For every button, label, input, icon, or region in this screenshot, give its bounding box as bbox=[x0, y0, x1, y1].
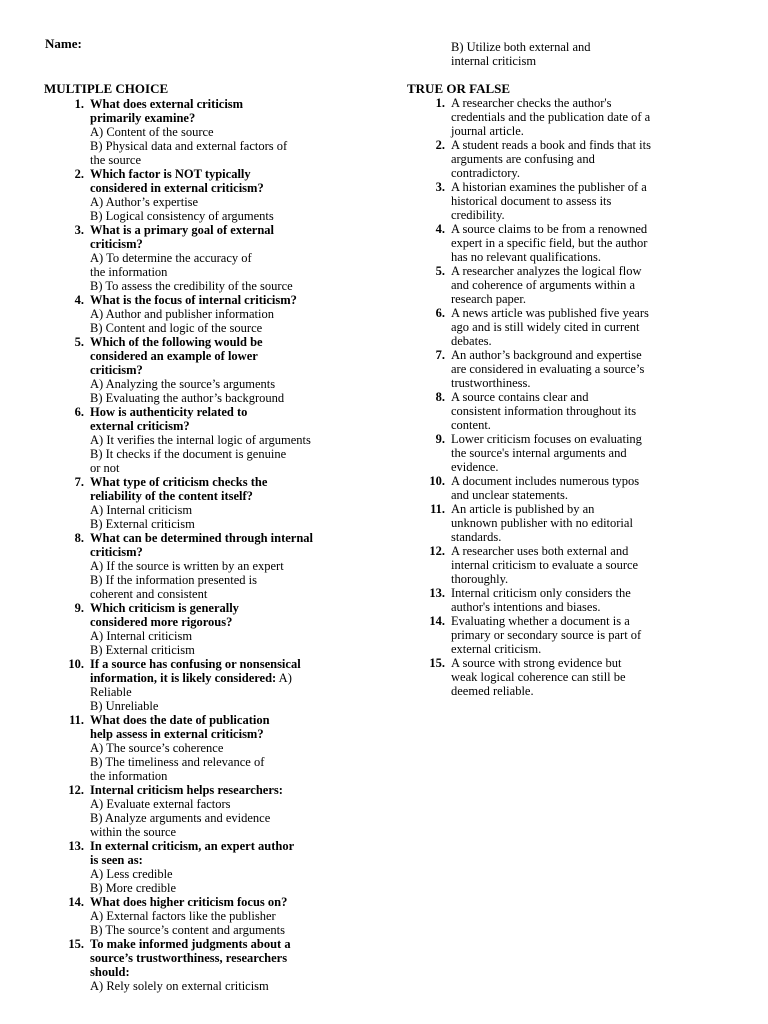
answer-option: B) Analyze arguments and evidence bbox=[90, 811, 271, 825]
tf-statement bbox=[405, 390, 651, 432]
answer-option: A) It verifies the internal logic of arguments bbox=[90, 433, 311, 447]
statement-text: primary or secondary source is part of bbox=[451, 628, 642, 642]
true-false-list bbox=[405, 96, 651, 698]
statement-text: external criticism. bbox=[451, 642, 542, 656]
statement-text: credibility. bbox=[451, 208, 505, 222]
question-stem bbox=[90, 419, 313, 433]
question-stem bbox=[90, 895, 313, 909]
statement-number: 9. bbox=[435, 432, 445, 446]
tf-statement bbox=[405, 544, 651, 586]
question-stem-text: How is authenticity related to bbox=[90, 405, 248, 419]
answer-option: A) Less credible bbox=[90, 867, 173, 881]
question-stem-text: criticism? bbox=[90, 545, 143, 559]
question-stem bbox=[90, 839, 313, 853]
question-stem-text: What is the focus of internal criticism? bbox=[90, 293, 297, 307]
statement-number: 11. bbox=[430, 502, 445, 516]
mc-question bbox=[44, 713, 313, 783]
answer-option: B) To assess the credibility of the source bbox=[90, 279, 293, 293]
question-stem-text: external criticism? bbox=[90, 419, 190, 433]
answer-option: B) It checks if the document is genuine bbox=[90, 447, 287, 461]
mc-question bbox=[44, 293, 313, 335]
question-stem bbox=[90, 293, 313, 307]
question-stem bbox=[90, 405, 313, 419]
question-number: 7. bbox=[74, 475, 84, 489]
question-stem bbox=[90, 713, 313, 727]
question-number: 9. bbox=[74, 601, 84, 615]
question-number: 12. bbox=[68, 783, 84, 797]
statement-text: journal article. bbox=[451, 124, 524, 138]
answer-option: the information bbox=[90, 265, 168, 279]
tf-statement bbox=[405, 656, 651, 698]
question-stem bbox=[90, 531, 313, 545]
answer-option: A) Content of the source bbox=[90, 125, 214, 139]
question-stem bbox=[90, 783, 313, 797]
mc-question bbox=[44, 783, 313, 839]
statement-text: A researcher uses both external and bbox=[451, 544, 629, 558]
tf-statement bbox=[405, 180, 651, 222]
statement-number: 13. bbox=[429, 586, 445, 600]
question-stem bbox=[90, 181, 313, 195]
question-stem-text: Which criticism is generally bbox=[90, 601, 239, 615]
answer-option: A) External factors like the publisher bbox=[90, 909, 276, 923]
multiple-choice-title: MULTIPLE CHOICE bbox=[44, 81, 169, 96]
mc-question bbox=[44, 97, 313, 167]
answer-option: B) Unreliable bbox=[90, 699, 159, 713]
question-stem-text: If a source has confusing or nonsensical bbox=[90, 657, 301, 671]
question-stem-text: What can be determined through internal bbox=[90, 531, 314, 545]
statement-text: credentials and the publication date of a bbox=[451, 110, 651, 124]
statement-text: expert in a specific field, but the author bbox=[451, 236, 648, 250]
question-stem-text: considered in external criticism? bbox=[90, 181, 264, 195]
statement-text: deemed reliable. bbox=[451, 684, 534, 698]
answer-option: coherent and consistent bbox=[90, 587, 208, 601]
mc-question bbox=[44, 223, 313, 293]
tf-statement bbox=[405, 222, 651, 264]
answer-option: B) The timeliness and relevance of bbox=[90, 755, 265, 769]
mc-question bbox=[44, 167, 313, 223]
statement-text: consistent information throughout its bbox=[451, 404, 637, 418]
statement-text: research paper. bbox=[451, 292, 526, 306]
mc-question bbox=[44, 335, 313, 405]
answer-option: B) External criticism bbox=[90, 643, 195, 657]
mc-question bbox=[44, 895, 313, 937]
statement-text: evidence. bbox=[451, 460, 499, 474]
answer-option: the source bbox=[90, 153, 142, 167]
statement-number: 1. bbox=[435, 96, 445, 110]
statement-text: the source's internal arguments and bbox=[451, 446, 627, 460]
statement-text: An author’s background and expertise bbox=[451, 348, 642, 362]
tf-statement bbox=[405, 474, 651, 502]
question-stem bbox=[90, 545, 313, 559]
statement-text: author's intentions and biases. bbox=[451, 600, 601, 614]
question-stem-text: source’s trustworthiness, researchers bbox=[90, 951, 288, 965]
statement-text: ago and is still widely cited in current bbox=[451, 320, 640, 334]
answer-option: A) Internal criticism bbox=[90, 503, 193, 517]
question-stem-text: What type of criticism checks the bbox=[90, 475, 268, 489]
question-number: 14. bbox=[68, 895, 84, 909]
statement-text: debates. bbox=[451, 334, 492, 348]
answer-option: A) Author and publisher information bbox=[90, 307, 274, 321]
answer-option: A) To determine the accuracy of bbox=[90, 251, 252, 265]
tf-statement bbox=[405, 614, 651, 656]
statement-text: A source with strong evidence but bbox=[451, 656, 622, 670]
statement-text: Internal criticism only considers the bbox=[451, 586, 631, 600]
answer-option: B) The source’s content and arguments bbox=[90, 923, 285, 937]
question-stem bbox=[90, 111, 313, 125]
tf-statement bbox=[405, 306, 651, 348]
mc-question bbox=[44, 405, 313, 475]
inline-option: A) bbox=[276, 671, 292, 685]
statement-text: trustworthiness. bbox=[451, 376, 531, 390]
question-number: 8. bbox=[74, 531, 84, 545]
question-number: 4. bbox=[74, 293, 84, 307]
statement-number: 3. bbox=[435, 180, 445, 194]
question-stem bbox=[90, 601, 313, 615]
statement-number: 4. bbox=[435, 222, 445, 236]
question-number: 1. bbox=[74, 97, 84, 111]
question-number: 6. bbox=[74, 405, 84, 419]
question-stem bbox=[90, 335, 313, 349]
answer-option: A) Internal criticism bbox=[90, 629, 193, 643]
mc-question bbox=[44, 657, 313, 713]
carryover-line: internal criticism bbox=[451, 54, 537, 68]
statement-number: 5. bbox=[435, 264, 445, 278]
carryover-option bbox=[451, 40, 651, 68]
answer-option: B) Logical consistency of arguments bbox=[90, 209, 274, 223]
tf-statement bbox=[405, 138, 651, 180]
question-stem-text: help assess in external criticism? bbox=[90, 727, 264, 741]
answer-option: within the source bbox=[90, 825, 177, 839]
question-stem bbox=[90, 853, 313, 867]
statement-text: A source contains clear and bbox=[451, 390, 589, 404]
question-stem-text: What does the date of publication bbox=[90, 713, 270, 727]
statement-text: A news article was published five years bbox=[451, 306, 649, 320]
question-stem-text: Which factor is NOT typically bbox=[90, 167, 251, 181]
question-stem-text: What is a primary goal of external bbox=[90, 223, 275, 237]
mc-question bbox=[44, 937, 313, 993]
statement-text: An article is published by an bbox=[451, 502, 595, 516]
question-stem-text: is seen as: bbox=[90, 853, 143, 867]
statement-text: contradictory. bbox=[451, 166, 520, 180]
statement-text: standards. bbox=[451, 530, 502, 544]
multiple-choice-list bbox=[44, 97, 313, 993]
question-stem bbox=[90, 951, 313, 965]
statement-text: arguments are confusing and bbox=[451, 152, 595, 166]
statement-text: A source claims to be from a renowned bbox=[451, 222, 648, 236]
statement-text: unknown publisher with no editorial bbox=[451, 516, 633, 530]
answer-option: A) Rely solely on external criticism bbox=[90, 979, 269, 993]
answer-option: A) If the source is written by an expert bbox=[90, 559, 284, 573]
tf-statement bbox=[405, 96, 651, 138]
mc-question bbox=[44, 839, 313, 895]
answer-option: or not bbox=[90, 461, 120, 475]
statement-number: 12. bbox=[429, 544, 445, 558]
question-stem-text: considered an example of lower bbox=[90, 349, 258, 363]
question-stem-text: What does higher criticism focus on? bbox=[90, 895, 288, 909]
question-stem bbox=[90, 475, 313, 489]
answer-option: B) External criticism bbox=[90, 517, 195, 531]
statement-text: A historian examines the publisher of a bbox=[451, 180, 647, 194]
question-stem-text: To make informed judgments about a bbox=[90, 937, 291, 951]
answer-option: B) If the information presented is bbox=[90, 573, 257, 587]
statement-text: A student reads a book and finds that its bbox=[451, 138, 651, 152]
statement-text: historical document to assess its bbox=[451, 194, 612, 208]
statement-number: 7. bbox=[435, 348, 445, 362]
question-stem bbox=[90, 489, 313, 503]
question-stem-text: reliability of the content itself? bbox=[90, 489, 253, 503]
question-stem-text: criticism? bbox=[90, 363, 143, 377]
tf-statement bbox=[405, 502, 651, 544]
question-number: 2. bbox=[74, 167, 84, 181]
answer-option: A) Author’s expertise bbox=[90, 195, 199, 209]
question-stem bbox=[90, 223, 313, 237]
question-stem bbox=[90, 349, 313, 363]
question-stem bbox=[90, 237, 313, 251]
question-stem-text: information, it is likely considered: bbox=[90, 671, 277, 685]
tf-statement bbox=[405, 586, 651, 614]
statement-text: A researcher checks the author's bbox=[451, 96, 612, 110]
statement-text: internal criticism to evaluate a source bbox=[451, 558, 639, 572]
question-stem bbox=[90, 657, 313, 671]
tf-statement bbox=[405, 264, 651, 306]
question-stem bbox=[90, 167, 313, 181]
question-stem bbox=[90, 615, 313, 629]
question-stem-text: What does external criticism bbox=[90, 97, 244, 111]
carryover-line: B) Utilize both external and bbox=[451, 40, 591, 54]
statement-number: 6. bbox=[435, 306, 445, 320]
answer-option: A) Analyzing the source’s arguments bbox=[90, 377, 276, 391]
statement-text: content. bbox=[451, 418, 491, 432]
question-stem-text: In external criticism, an expert author bbox=[90, 839, 295, 853]
mc-question bbox=[44, 531, 313, 601]
question-stem bbox=[90, 363, 313, 377]
statement-text: weak logical coherence can still be bbox=[451, 670, 626, 684]
question-stem-text: considered more rigorous? bbox=[90, 615, 233, 629]
statement-number: 10. bbox=[429, 474, 445, 488]
answer-option: Reliable bbox=[90, 685, 132, 699]
statement-text: thoroughly. bbox=[451, 572, 509, 586]
statement-number: 2. bbox=[435, 138, 445, 152]
statement-text: has no relevant qualifications. bbox=[451, 250, 601, 264]
answer-option: A) The source’s coherence bbox=[90, 741, 224, 755]
question-stem-text: Internal criticism helps researchers: bbox=[90, 783, 283, 797]
answer-option: B) More credible bbox=[90, 881, 177, 895]
statement-number: 15. bbox=[429, 656, 445, 670]
question-number: 10. bbox=[68, 657, 84, 671]
mc-question bbox=[44, 601, 313, 657]
question-number: 5. bbox=[74, 335, 84, 349]
question-stem bbox=[90, 671, 313, 685]
question-stem-text: should: bbox=[90, 965, 130, 979]
tf-statement bbox=[405, 432, 651, 474]
statement-text: A researcher analyzes the logical flow bbox=[451, 264, 642, 278]
name-label: Name: bbox=[45, 36, 82, 51]
question-stem bbox=[90, 937, 313, 951]
answer-option: B) Evaluating the author’s background bbox=[90, 391, 285, 405]
question-stem bbox=[90, 727, 313, 741]
statement-number: 8. bbox=[435, 390, 445, 404]
tf-statement bbox=[405, 348, 651, 390]
statement-text: and coherence of arguments within a bbox=[451, 278, 636, 292]
question-stem bbox=[90, 97, 313, 111]
question-stem-text: Which of the following would be bbox=[90, 335, 263, 349]
answer-option: B) Physical data and external factors of bbox=[90, 139, 288, 153]
statement-text: and unclear statements. bbox=[451, 488, 568, 502]
statement-text: A document includes numerous typos bbox=[451, 474, 640, 488]
question-stem bbox=[90, 965, 313, 979]
question-number: 15. bbox=[68, 937, 84, 951]
question-stem-text: primarily examine? bbox=[90, 111, 196, 125]
question-number: 13. bbox=[68, 839, 84, 853]
question-number: 3. bbox=[74, 223, 84, 237]
statement-text: Lower criticism focuses on evaluating bbox=[451, 432, 642, 446]
question-number: 11. bbox=[69, 713, 84, 727]
statement-text: are considered in evaluating a source’s bbox=[451, 362, 645, 376]
answer-option: the information bbox=[90, 769, 168, 783]
statement-text: Evaluating whether a document is a bbox=[451, 614, 630, 628]
answer-option: B) Content and logic of the source bbox=[90, 321, 263, 335]
true-false-title: TRUE OR FALSE bbox=[407, 81, 511, 96]
mc-question bbox=[44, 475, 313, 531]
statement-number: 14. bbox=[429, 614, 445, 628]
question-stem-text: criticism? bbox=[90, 237, 143, 251]
answer-option: A) Evaluate external factors bbox=[90, 797, 231, 811]
